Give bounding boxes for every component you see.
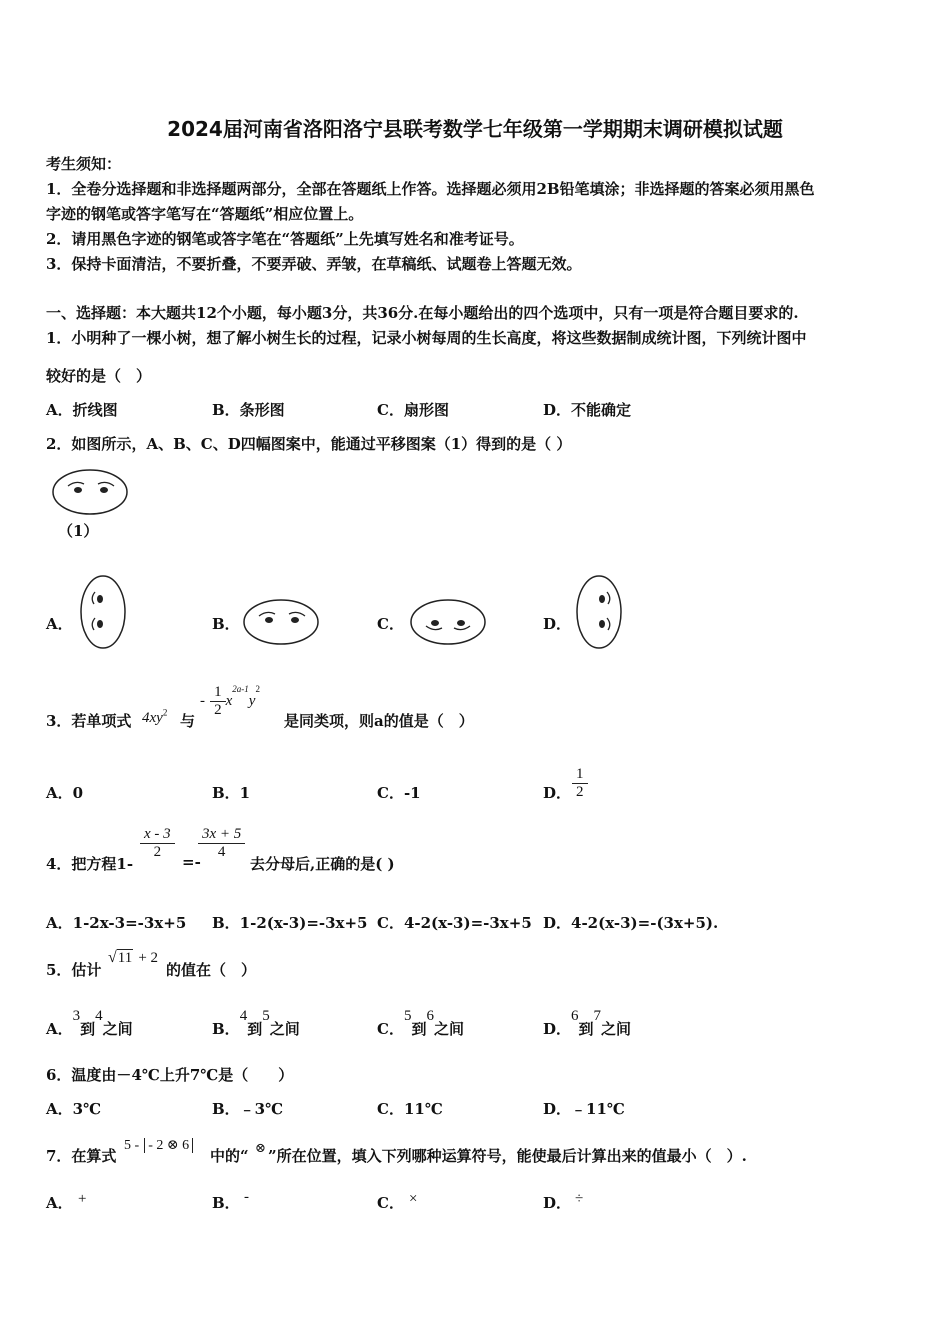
q3-y-exp: 2 [255,684,260,694]
q2-figure-label: （1） [58,522,99,540]
q2-option-b-figure [243,598,323,648]
q5-option-d: D．6到7之间 [543,1008,632,1038]
q5-expression [108,947,158,967]
circled-times-icon: ⊗ [255,1140,266,1155]
q7-expr-abs: - 2 ⊗ 6 [144,1138,193,1153]
q4-equals: =- [182,853,201,871]
q2-option-a-figure [78,574,128,650]
q5-option-b: B．4到5之间 [212,1008,300,1038]
q7-prefix: 7．在算式 [46,1147,117,1165]
notice-line-1: 1．全卷分选择题和非选择题两部分，全部在答题纸上作答。选择题必须用2B铅笔填涂；非选择题的答案必须用黑色 [46,180,815,198]
q4-f1-den: 2 [153,844,162,860]
q2-option-c-figure [410,598,490,648]
q3-monomial-2 [200,684,260,719]
q7-expression [124,1134,193,1154]
q3-frac-den: 2 [214,702,222,718]
q7-option-a-op: + [78,1191,87,1207]
q3-option-d: D． [543,784,572,802]
q7-suffix: ”所在位置，填入下列哪种运算符号，能使最后计算出来的值最小（ ）. [268,1147,747,1165]
q7-mid: 中的“ [210,1147,249,1165]
q7-option-c-op: × [409,1191,418,1207]
q3-mono1-base: 4xy [142,710,163,726]
q5-radicand: 11 [117,950,133,966]
q7-option-a: A． [46,1194,73,1212]
notice-line-3: 3．保持卡面清洁，不要折叠，不要弄破、弄皱，在草稿纸、试题卷上答题无效。 [46,255,582,273]
q2-figure-1 [52,468,132,518]
q5-plus-two: + 2 [138,950,159,966]
q4-suffix: 去分母后,正确的是( ) [250,855,395,873]
section-heading: 一、选择题：本大题共12个小题，每小题3分，共36分.在每小题给出的四个选项中，只有一项是符合题目要求的. [46,304,799,322]
q2-option-b: B． [212,615,240,633]
q3-option-d-fraction [572,766,588,801]
q3-monomial-1 [142,707,167,727]
q2-option-a: A． [46,615,73,633]
q7-expr-a: 5 - [124,1138,140,1153]
q4-f1-num: x - 3 [140,826,175,844]
q4-option-a: A．1-2x-3=-3x+5 [46,914,187,932]
q1-option-d: D．不能确定 [543,401,632,419]
q7-option-c: C． [377,1194,404,1212]
q6-option-b: B．﹣3℃ [212,1100,284,1118]
q4-fraction-1 [140,826,175,861]
q2-option-d-figure [574,574,624,650]
q3-option-c: C．-1 [377,784,421,802]
q2-text: 2．如图所示，A、B、C、D四幅图案中，能通过平移图案（1）得到的是（ ） [46,435,572,453]
q4-f2-den: 4 [217,844,226,860]
q5-option-c: C．5到6之间 [377,1008,464,1038]
q2-option-c: C． [377,615,404,633]
q3-x-exp: 2a-1 [232,684,249,694]
q3-and: 与 [180,712,196,730]
q3-prefix: 3．若单项式 [46,712,132,730]
q2-option-d: D． [543,615,572,633]
q7-option-b-op: - [244,1189,249,1205]
q3-mono1-exp: 2 [162,707,168,718]
page-title: 2024届河南省洛阳洛宁县联考数学七年级第一学期期末调研模拟试题 [167,117,783,141]
q3-option-b: B．1 [212,784,251,802]
q3-y: y [248,693,256,709]
q3-optd-den: 2 [576,784,584,800]
q4-f2-num: 3x + 5 [198,826,245,844]
q7-option-d-op: ÷ [575,1191,584,1207]
q1-line-1: 1．小明种了一棵小树，想了解小树生长的过程，记录小树每周的生长高度，将这些数据制成统计图，下列统计图中 [46,329,807,347]
q6-option-d: D．﹣11℃ [543,1100,625,1118]
q6-option-a: A．3℃ [46,1100,102,1118]
q4-option-c: C．4-2(x-3)=-3x+5 [377,914,532,932]
q3-neg: - [200,693,205,709]
q3-x: x [225,693,233,709]
q3-frac-num: 1 [210,684,226,702]
q5-suffix: 的值在（ ） [166,961,257,979]
q6-option-c: C．11℃ [377,1100,443,1118]
q5-prefix: 5．估计 [46,961,102,979]
notice-line-2: 2．请用黑色字迹的钢笔或答字笔在“答题纸”上先填写姓名和准考证号。 [46,230,524,248]
q6-text: 6．温度由－4℃上升7℃是（ ） [46,1066,294,1084]
radical-sign-icon: √ [108,949,117,966]
q1-line-2: 较好的是（ ） [46,367,152,385]
notice-line-1b: 字迹的钢笔或答字笔写在“答题纸”相应位置上。 [46,205,364,223]
q5-option-a: A．3到4之间 [46,1008,133,1038]
q3-option-a: A．0 [46,784,84,802]
q3-optd-num: 1 [572,766,588,784]
q1-option-b: B．条形图 [212,401,285,419]
q7-option-b: B． [212,1194,240,1212]
q4-option-b: B．1-2(x-3)=-3x+5 [212,914,368,932]
q4-fraction-2 [198,826,245,861]
q4-prefix: 4．把方程1- [46,855,134,873]
q4-option-d: D．4-2(x-3)=-(3x+5). [543,914,719,932]
q3-fraction [210,684,226,719]
q7-option-d: D． [543,1194,572,1212]
q3-suffix: 是同类项，则a的值是（ ） [284,712,474,730]
q1-option-a: A．折线图 [46,401,118,419]
q1-option-c: C．扇形图 [377,401,449,419]
notice-heading: 考生须知： [46,155,122,173]
